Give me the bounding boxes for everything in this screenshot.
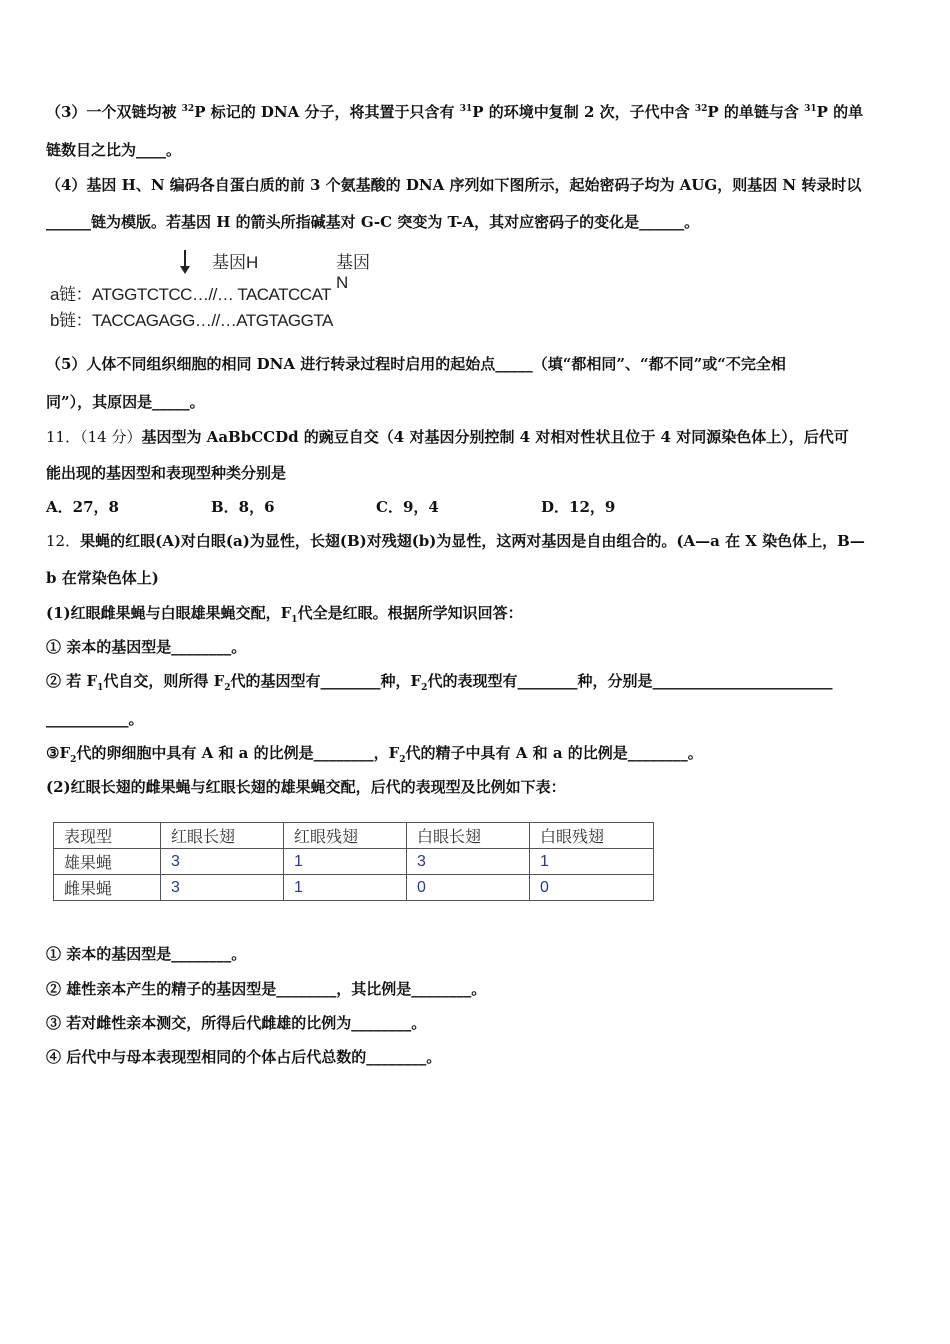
table-header: 红眼残翅	[284, 823, 407, 849]
gene-n-label: 基因N	[336, 253, 370, 292]
table-cell: 0	[407, 875, 530, 901]
q10-3-line2: 链数目之比为____。	[46, 141, 182, 159]
q12-part1-intro: (1)红眼雌果蝇与白眼雄果蝇交配，$F_1$代全是红眼。根据所学知识回答：	[46, 604, 523, 625]
gene-h-label: 基因H	[212, 253, 259, 272]
q11-number: 11．（14 分）	[46, 428, 142, 446]
q12-p2-q3: ③ 若对雌性亲本测交，所得后代雌雄的比例为________。	[46, 1014, 427, 1032]
dna-sequence-figure	[50, 246, 380, 330]
table-cell: 3	[161, 875, 284, 901]
table-row	[54, 875, 654, 901]
option-b: B．8，6	[211, 498, 275, 516]
q12-line1: 12．果蝇的红眼(A)对白眼(a)为显性，长翅(B)对残翅(b)为显性，这两对基因是自由组合的。(A—a 在 X 染色体上，B—	[46, 532, 865, 550]
table-cell: 3	[407, 849, 530, 875]
q12-p2-q1: ① 亲本的基因型是________。	[46, 945, 247, 963]
option-d: D．12，9	[541, 498, 616, 516]
phenotype-table	[53, 822, 654, 901]
q10-4-line1: （4）基因 H、N 编码各自蛋白质的前 3 个氨基酸的 DNA 序列如下图所示，起始密码子均为 AUG，则基因 N 转录时以	[46, 176, 862, 194]
q10-4-line2: ______链为模版。若基因 H 的箭头所指碱基对 G-C 突变为 T-A，其对应密码子的变化是______。	[46, 213, 700, 231]
q12-part2-intro: (2)红眼长翅的雌果蝇与红眼长翅的雄果蝇交配，后代的表现型及比例如下表：	[46, 778, 566, 796]
q12-p1-q3: $③F_2$代的卵细胞中具有 A 和 a 的比例是________，$F_2$代的精子中具有 A 和 a 的比例是________。	[46, 744, 703, 765]
table-header: 红眼长翅	[161, 823, 284, 849]
table-cell: 雄果蝇	[54, 849, 161, 875]
table-header: 白眼长翅	[407, 823, 530, 849]
table-header-row	[54, 823, 654, 849]
q10-3-line1: （3）一个双链均被 $^{32}$P 标记的 DNA 分子，将其置于只含有 $^{31}$P 的环境中复制 2 次，子代中含 $^{32}$P 的单链与含 $^{31}$P 的单	[46, 103, 864, 121]
table-cell: 1	[530, 849, 654, 875]
mutation-arrow-icon	[184, 250, 186, 268]
table-cell: 雌果蝇	[54, 875, 161, 901]
q12-p1-q1: ① 亲本的基因型是________。	[46, 638, 247, 656]
q12-p2-q4: ④ 后代中与母本表现型相同的个体占后代总数的________。	[46, 1048, 442, 1066]
q12-number: 12．	[46, 532, 81, 550]
option-c: C．9，4	[376, 498, 439, 516]
table-header: 表现型	[54, 823, 161, 849]
q12-p2-q2: ② 雄性亲本产生的精子的基因型是________，其比例是________。	[46, 980, 487, 998]
q11-line1: 11．（14 分）基因型为 AaBbCCDd 的豌豆自交（4 对基因分别控制 4 对相对性状且位于 4 对同源染色体上），后代可	[46, 428, 849, 446]
option-a: A．27，8	[46, 498, 119, 516]
table-header: 白眼残翅	[530, 823, 654, 849]
q10-5-line2: 同”），其原因是_____。	[46, 393, 205, 411]
strand-a: a链：ATGGTCTCC…//… TACATCCAT	[50, 285, 332, 304]
q10-5-line1: （5）人体不同组织细胞的相同 DNA 进行转录过程时启用的起始点_____（填“都相同”、“都不同”或“不完全相	[46, 355, 786, 373]
table-row	[54, 849, 654, 875]
q12-p1-q2-line2: ___________。	[46, 710, 144, 728]
strand-b: b链：TACCAGAGG…//…ATGTAGGTA	[50, 311, 333, 330]
table-cell: 1	[284, 849, 407, 875]
q12-p1-q2: ② 若 $F_1$代自交，则所得 $F_2$代的基因型有________种，$F_2$代的表现型有________种，分别是________________________	[46, 672, 833, 693]
q12-line2: b 在常染色体上)	[46, 569, 159, 587]
table-cell: 0	[530, 875, 654, 901]
table-cell: 3	[161, 849, 284, 875]
table-cell: 1	[284, 875, 407, 901]
q11-line2: 能出现的基因型和表现型种类分别是	[46, 464, 287, 482]
